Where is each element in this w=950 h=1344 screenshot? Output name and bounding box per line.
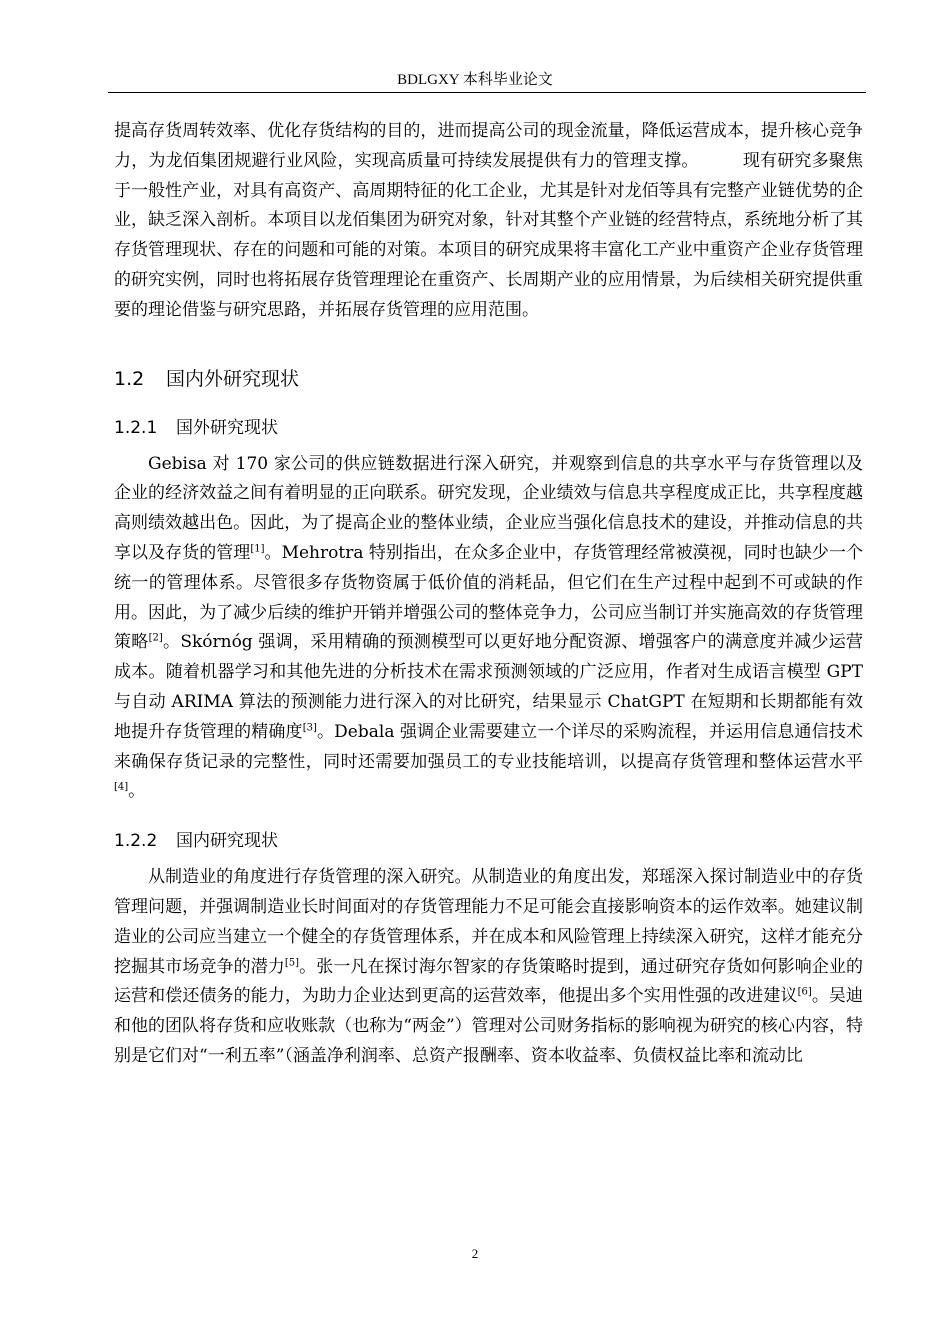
intro-part1: 提高存货周转效率、优化存货结构的目的，进而提高公司的现金流量，降低运营成本，提升核心竞争力，为龙佰集团规避行业风险，实现高质量可持续发展提供有力的管理支撑。 [114,121,863,171]
subsection-title: 国外研究现状 [176,417,278,438]
paragraph-text: Gebisa 对 170 家公司的供应链数据进行深入研究，并观察到信息的共享水平与存货管理以及企业的经济效益之间有着明显的正向联系。研究发现，企业绩效与信息共享程度成正比，共享程度越高则绩效越出色。因此，为了提高企业的整体业绩，企业应当强化信息技术的建设，并推动信息的共享以及存货的管理 [114,453,863,563]
citation-1[interactable]: [1] [250,543,265,555]
header-rule [108,92,866,93]
paragraph-text: 。张一凡在探讨海尔智家的存货策略时提到，通过研究存货如何影响企业的运营和偿还债务的能力，为助力企业达到更高的运营效率，他提出多个实用性强的改进建议 [114,956,863,1007]
paragraph-text: 。Debala 强调企业需要建立一个详尽的采购流程，并运用信息通信技术来确保存货记录的完整性，同时还需要加强员工的专业技能培训，以提高存货管理和整体运营水平 [114,721,864,772]
subsection-title: 国内研究现状 [176,831,278,852]
section-heading-1-2 [114,364,863,394]
intro-part2: 现有研究多聚焦于一般性产业，对具有高资产、高周期特征的化工企业，尤其是针对龙佰等具有完整产业链优势的企业，缺乏深入剖析。本项目以龙佰集团为研究对象，针对其整个产业链的经营特点，系统地分析了其存货管理现状、存在的问题和可能的对策。本项目的研究成果将丰富化工产业中重资产企业存货管理的研究实例，同时也将拓展存货管理理论在重资产、长周期产业的应用情景，为后续相关研究提供重要的理论借鉴与研究思路，并拓展存货管理的应用范围。 [114,150,864,320]
subsection-number: 1.2.2 [114,831,158,852]
subsection-heading-1-2-2 [114,827,863,855]
subsection-number: 1.2.1 [114,417,158,438]
running-header: BDLGXY 本科毕业论文 [397,72,553,88]
citation-6[interactable]: [6] [797,986,812,998]
paragraph-text: 。Skórnóg 强调，采用精确的预测模型可以更好地分配资源、增强客户的满意度并减少运营成本。随着机器学习和其他先进的分析技术在需求预测领域的广泛应用，作者对生成语言模型 GPT 与自动 ARIMA 算法的预测能力进行深入的对比研究，结果显示 ChatGPT 在短期和长期都能有效地提升存货管理的精确度 [114,632,864,742]
citation-2[interactable]: [2] [148,632,163,644]
paragraph-text: 从制造业的角度进行存货管理的深入研究。从制造业的角度出发，郑瑶深入探讨制造业中的存货管理问题，并强调制造业长时间面对的存货管理能力不足可能会直接影响资本的运作效率。她建议制造业的公司应当建立一个健全的存货管理体系，并在成本和风险管理上持续深入研究，这样才能充分挖掘其市场竞争的潜力 [114,867,863,977]
citation-5[interactable]: [5] [284,956,300,968]
domestic-research-paragraph [114,863,863,1072]
subsection-heading-1-2-1 [114,414,863,442]
intro-paragraph [114,117,863,326]
section-title: 国内外研究现状 [166,367,300,390]
page-body [114,117,863,1072]
page-number: 2 [471,1246,479,1261]
citation-4[interactable]: [4] [114,781,129,793]
citation-3[interactable]: [3] [302,722,317,734]
paragraph-text: 。Mehrotra 特别指出，在众多企业中，存货管理经常被漠视，同时也缺少一个统一的管理体系。尽管很多存货物资属于低价值的消耗品，但它们在生产过程中起到不可或缺的作用。因此，为了减少后续的维护开销并增强公司的整体竞争力，公司应当制订并实施高效的存货管理策略 [114,542,864,653]
paragraph-text: 。吴迪和他的团队将存货和应收账款（也称为“两金”）管理对公司财务指标的影响视为研究的核心内容，特别是它们对“一利五率”（涵盖净利润率、总资产报酬率、资本收益率、负债权益比率和流动比 [114,986,864,1066]
paragraph-text: 。 [128,781,146,802]
foreign-research-paragraph [114,450,863,808]
section-number: 1.2 [114,367,145,390]
